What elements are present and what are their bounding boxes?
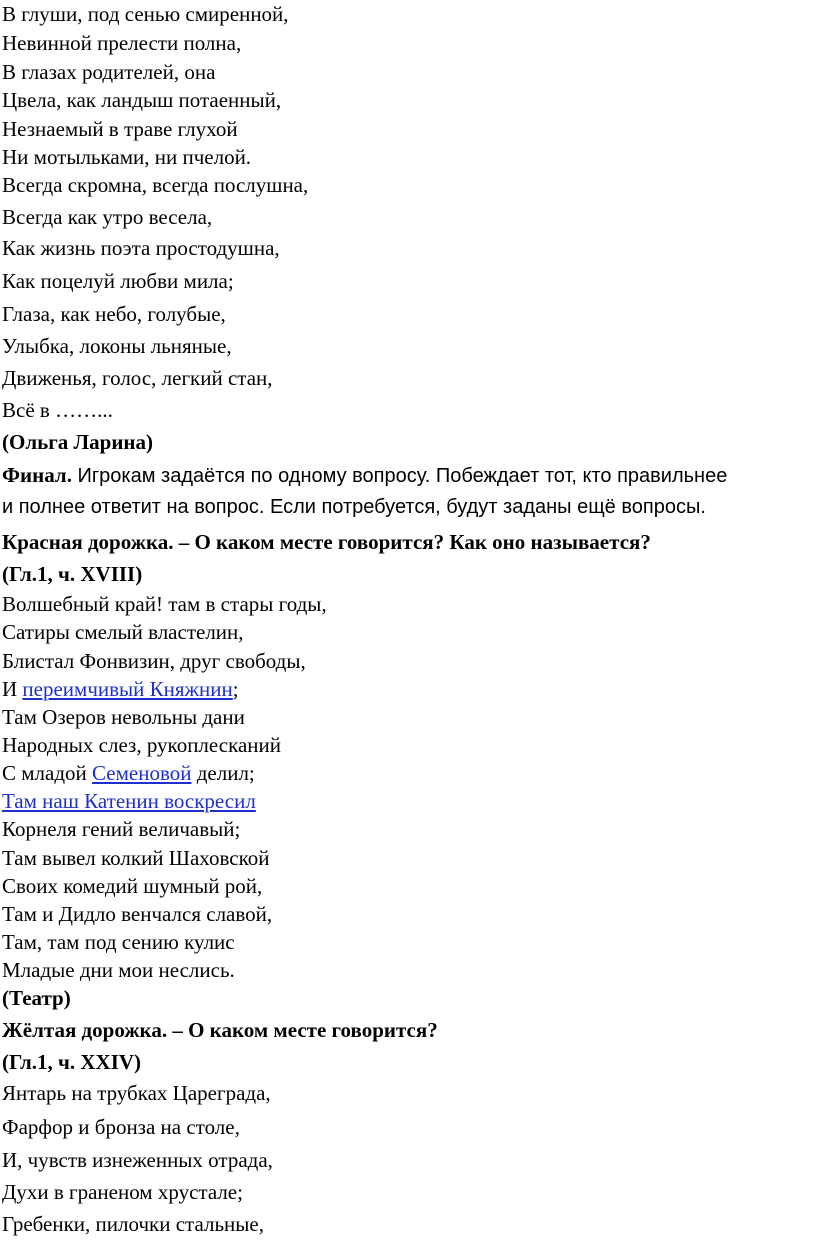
poem-line: Улыбка, локоны льняные,	[2, 334, 232, 358]
poem-line: Глаза, как небо, голубые,	[2, 302, 226, 326]
poem-line: В глазах родителей, она	[2, 60, 216, 84]
link-semenova[interactable]: Семеновой	[92, 761, 192, 785]
poem-line	[2, 677, 239, 701]
text: делил;	[191, 761, 255, 785]
poem-line	[2, 761, 255, 785]
poem-line: Младые дни мои неслись.	[2, 958, 235, 982]
red-path-question: Красная дорожка. – О каком месте говорится? Как оно называется?	[2, 530, 651, 554]
poem-line: Там вывел колкий Шаховской	[2, 846, 270, 870]
poem-line: И, чувств изнеженных отрада,	[2, 1148, 273, 1172]
yellow-path-ref: (Гл.1, ч. XXIV)	[2, 1050, 142, 1074]
poem-line: Сатиры смелый властелин,	[2, 620, 244, 644]
yellow-path-question: Жёлтая дорожка. – О каком месте говорится?	[2, 1018, 438, 1042]
poem-line: Всегда скромна, всегда послушна,	[2, 173, 309, 197]
poem-line: Всё в ……...	[2, 398, 113, 422]
answer-theatre: (Театр)	[2, 986, 71, 1010]
text: И	[2, 677, 23, 701]
poem-line: Волшебный край! там в стары годы,	[2, 592, 327, 616]
poem-line: Своих комедий шумный рой,	[2, 874, 263, 898]
poem-line: Там Озеров невольны дани	[2, 705, 245, 729]
poem-line: Фарфор и бронза на столе,	[2, 1115, 240, 1139]
poem-line: Народных слез, рукоплесканий	[2, 733, 281, 757]
poem-line: В глуши, под сенью смиренной,	[2, 2, 289, 26]
red-path-ref: (Гл.1, ч. XVIII)	[2, 562, 143, 586]
text: ;	[232, 677, 239, 701]
final-paragraph-line1	[2, 463, 727, 488]
final-text: Игрокам задаётся по одному вопросу. Побеждает тот, кто правильнее	[71, 465, 728, 487]
poem-line: Там и Дидло венчался славой,	[2, 902, 273, 926]
poem-line: Духи в граненом хрустале;	[2, 1180, 243, 1204]
poem-line: Невинной прелести полна,	[2, 31, 242, 55]
text: С младой	[2, 761, 93, 785]
poem-line: Блистал Фонвизин, друг свободы,	[2, 649, 306, 673]
poem-line: Янтарь на трубках Цареграда,	[2, 1081, 271, 1105]
poem-line: Ни мотыльками, ни пчелой.	[2, 145, 252, 169]
link-knyazhnin[interactable]: переимчивый Княжнин	[22, 677, 233, 701]
poem-line: Корнеля гений величавый;	[2, 817, 241, 841]
poem-line: Там, там под сению кулис	[2, 930, 235, 954]
poem-line: Движенья, голос, легкий стан,	[2, 366, 273, 390]
poem-line: Всегда как утро весела,	[2, 205, 213, 229]
poem-line: Как поцелуй любви мила;	[2, 269, 234, 293]
poem-line: Как жизнь поэта простодушна,	[2, 236, 280, 260]
poem-line: Гребенки, пилочки стальные,	[2, 1212, 264, 1236]
poem-line	[2, 789, 256, 813]
poem-line: Цвела, как ландыш потаенный,	[2, 88, 282, 112]
answer-olga: (Ольга Ларина)	[2, 430, 154, 454]
poem-line: Незнаемый в траве глухой	[2, 117, 238, 141]
final-paragraph-line2: и полнее ответит на вопрос. Если потребуется, будут заданы ещё вопросы.	[2, 496, 706, 518]
link-katenin[interactable]: Там наш Катенин воскресил	[2, 789, 256, 813]
final-label: Финал.	[2, 463, 72, 487]
